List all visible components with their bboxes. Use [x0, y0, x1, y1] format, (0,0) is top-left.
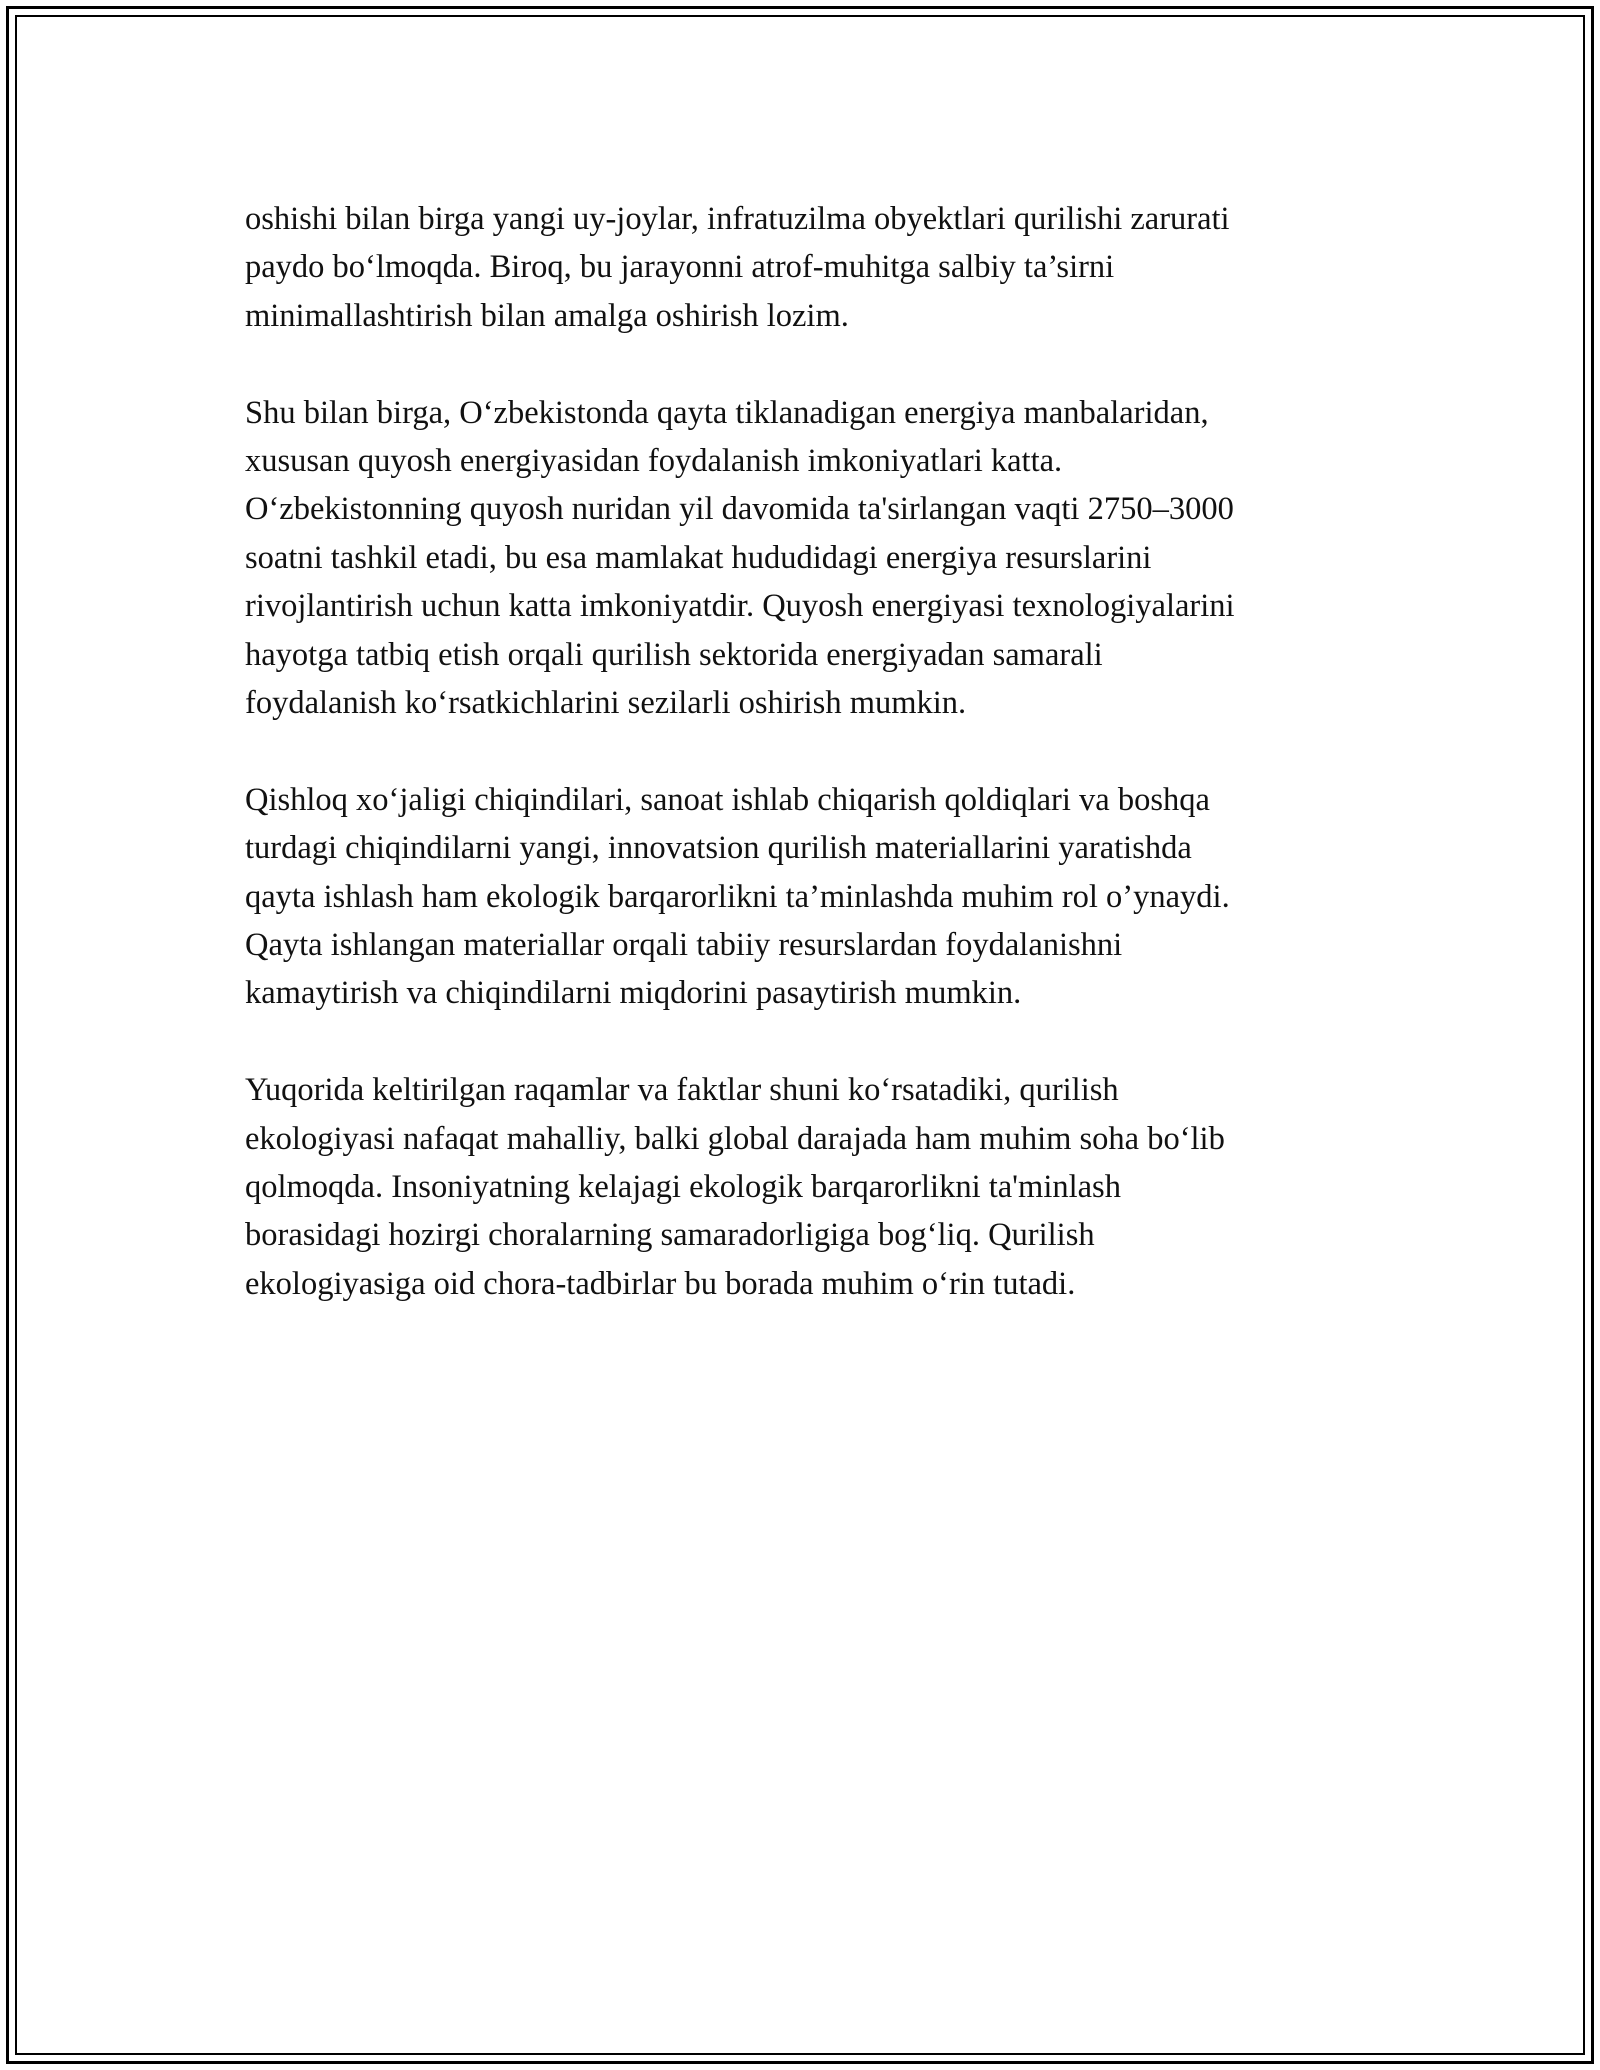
document-body	[245, 195, 1375, 1357]
paragraph-4: Yuqorida keltirilgan raqamlar va faktlar shuni ko‘rsatadiki, qurilish ekologiyasi nafaqat mahalliy, balki global darajada ham muhim soha bo‘lib qolmoqda. Insoniyatning kelajagi ekologik barqarorlikni ta'minlash borasidagi hozirgi choralarning samaradorligiga bog‘liq. Qurilish ekologiyasiga oid chora-tadbirlar bu borada muhim o‘rin tutadi.	[245, 1072, 1225, 1302]
paragraph-1: oshishi bilan birga yangi uy-joylar, infratuzilma obyektlari qurilishi zarurati paydo bo‘lmoqda. Biroq, bu jarayonni atrof-muhitga salbiy ta’sirni minimallashtirish bilan amalga oshirish lozim.	[245, 201, 1230, 334]
page-frame-outer	[6, 6, 1594, 2064]
paragraph-3: Qishloq xo‘jaligi chiqindilari, sanoat ishlab chiqarish qoldiqlari va boshqa turdagi chiqindilarni yangi, innovatsion qurilish materiallarini yaratishda qayta ishlash ham ekologik barqarorlikni ta’minlashda muhim rol o’ynaydi. Qayta ishlangan materiallar orqali tabiiy resurslardan foydalanishni kamaytirish va chiqindilarni miqdorini pasaytirish mumkin.	[245, 781, 1230, 1012]
paragraph-2: Shu bilan birga, O‘zbekistonda qayta tiklanadigan energiya manbalaridan, xususan quyosh energiyasidan foydalanish imkoniyatlari katta. O‘zbekistonning quyosh nuridan yil davomida ta'sirlangan vaqti 2750–3000 soatni tashkil etadi, bu esa mamlakat hududidagi energiya resurslarini rivojlantirish uchun katta imkoniyatdir. Quyosh energiyasi texnologiyalarini hayotga tatbiq etish orqali qurilish sektorida energiyadan samarali foydalanish ko‘rsatkichlarini sezilarli oshirish mumkin.	[245, 394, 1235, 722]
